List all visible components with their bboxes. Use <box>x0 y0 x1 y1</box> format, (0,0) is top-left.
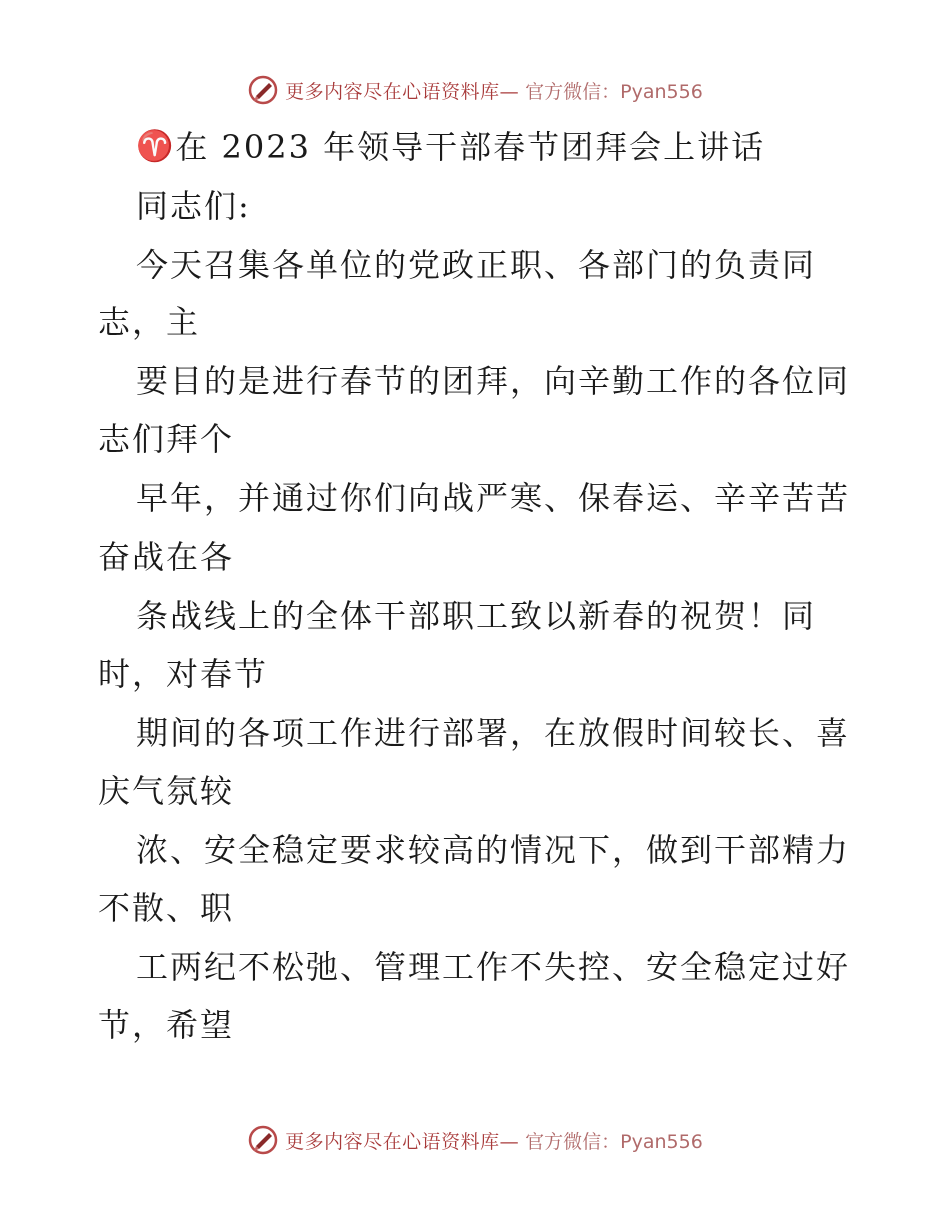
paragraph-line: 工两纪不松弛、管理工作不失控、安全稳定过好 <box>136 948 851 986</box>
paragraph-line: 浓、安全稳定要求较高的情况下，做到干部精力 <box>136 831 851 869</box>
salutation: 同志们: <box>136 187 251 225</box>
paragraph-line: 要目的是进行春节的团拜，向辛勤工作的各位同 <box>136 362 851 400</box>
paragraph-line: 志们拜个 <box>98 420 235 458</box>
paragraph-line: 期间的各项工作进行部署，在放假时间较长、喜 <box>136 714 851 752</box>
paragraph-line: 奋战在各 <box>98 538 235 576</box>
paragraph-line: 志，主 <box>98 303 201 341</box>
pen-logo-icon <box>247 1124 279 1156</box>
paragraph-line: 时，对春节 <box>98 655 269 693</box>
paragraph-line: 早年，并通过你们向战严寒、保春运、辛辛苦苦 <box>136 479 851 517</box>
document-title-row <box>136 127 765 167</box>
document-title: 在 2023 年领导干部春节团拜会上讲话 <box>175 128 766 166</box>
footer-promo-text: 更多内容尽在心语资料库— <box>285 1130 520 1153</box>
footer-wechat-text: 官方微信：Pyan556 <box>525 1130 703 1153</box>
paragraph-line: 今天召集各单位的党政正职、各部门的负责同 <box>136 246 817 284</box>
paragraph-line: 节，希望 <box>98 1006 235 1044</box>
header-banner <box>0 70 950 110</box>
paragraph-line: 庆气氛较 <box>98 772 235 810</box>
footer-banner <box>0 1120 950 1160</box>
paragraph-line: 条战线上的全体干部职工致以新春的祝贺！同 <box>136 597 817 635</box>
header-promo-text: 更多内容尽在心语资料库— <box>285 80 520 103</box>
paragraph-line: 不散、职 <box>98 889 235 927</box>
header-wechat-text: 官方微信：Pyan556 <box>525 80 703 103</box>
pen-logo-icon <box>247 74 279 106</box>
title-ornament-icon: ♈ <box>136 129 174 164</box>
